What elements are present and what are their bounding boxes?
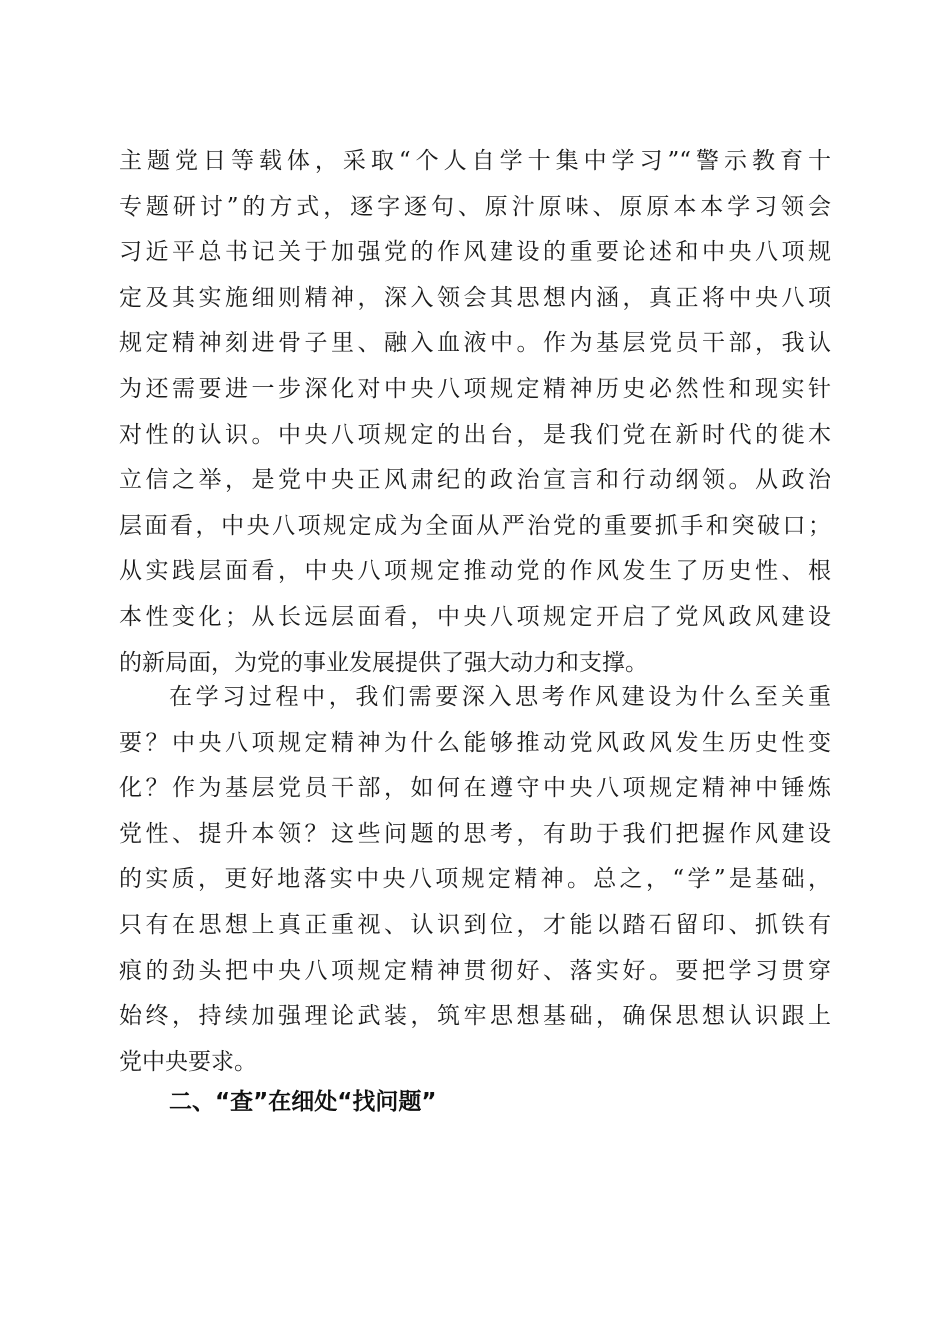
paragraph-line: 主题党日等载体，采取“个人自学十集中学习”“警示教育十 xyxy=(119,148,831,174)
paragraph-line: 要？中央八项规定精神为什么能够推动党风政风发生历史性变 xyxy=(119,729,831,756)
paragraph-line: 定及其实施细则精神，深入领会其思想内涵，真正将中央八项 xyxy=(119,284,831,311)
paragraph-line: 习近平总书记关于加强党的作风建设的重要论述和中央八项规 xyxy=(119,239,831,266)
paragraph-line: 党中央要求。 xyxy=(119,1048,257,1075)
paragraph-line: 痕的劲头把中央八项规定精神贯彻好、落实好。要把学习贯穿 xyxy=(119,957,831,984)
paragraph-line: 化？作为基层党员干部，如何在遵守中央八项规定精神中锤炼 xyxy=(119,775,831,802)
paragraph-line: 层面看，中央八项规定成为全面从严治党的重要抓手和突破口； xyxy=(119,512,831,539)
paragraph-line: 的新局面，为党的事业发展提供了强大动力和支撑。 xyxy=(119,649,648,676)
paragraph-line: 规定精神刻进骨子里、融入血液中。作为基层党员干部，我认 xyxy=(119,330,831,357)
body-paragraph-1 xyxy=(119,139,831,686)
paragraph-line: 专题研讨”的方式，逐字逐句、原汁原味、原原本本学习领会 xyxy=(119,193,831,220)
section-heading: 二、“查”在细处“找问题” xyxy=(169,1089,437,1115)
paragraph-line: 党性、提升本领？这些问题的思考，有助于我们把握作风建设 xyxy=(119,820,831,847)
paragraph-line: 在学习过程中，我们需要深入思考作风建设为什么至关重 xyxy=(169,684,831,710)
paragraph-line: 始终，持续加强理论武装，筑牢思想基础，确保思想认识跟上 xyxy=(119,1003,831,1030)
body-paragraph-2 xyxy=(119,675,831,1085)
paragraph-line: 从实践层面看，中央八项规定推动党的作风发生了历史性、根 xyxy=(119,558,831,585)
paragraph-line: 本性变化；从长远层面看，中央八项规定开启了党风政风建设 xyxy=(119,603,831,630)
paragraph-line: 立信之举，是党中央正风肃纪的政治宣言和行动纲领。从政治 xyxy=(119,467,831,494)
paragraph-line: 的实质，更好地落实中央八项规定精神。总之，“学”是基础， xyxy=(119,866,831,893)
paragraph-line: 对性的认识。中央八项规定的出台，是我们党在新时代的徙木 xyxy=(119,421,831,448)
paragraph-line: 为还需要进一步深化对中央八项规定精神历史必然性和现实针 xyxy=(119,375,831,402)
paragraph-line: 只有在思想上真正重视、认识到位，才能以踏石留印、抓铁有 xyxy=(119,911,831,938)
